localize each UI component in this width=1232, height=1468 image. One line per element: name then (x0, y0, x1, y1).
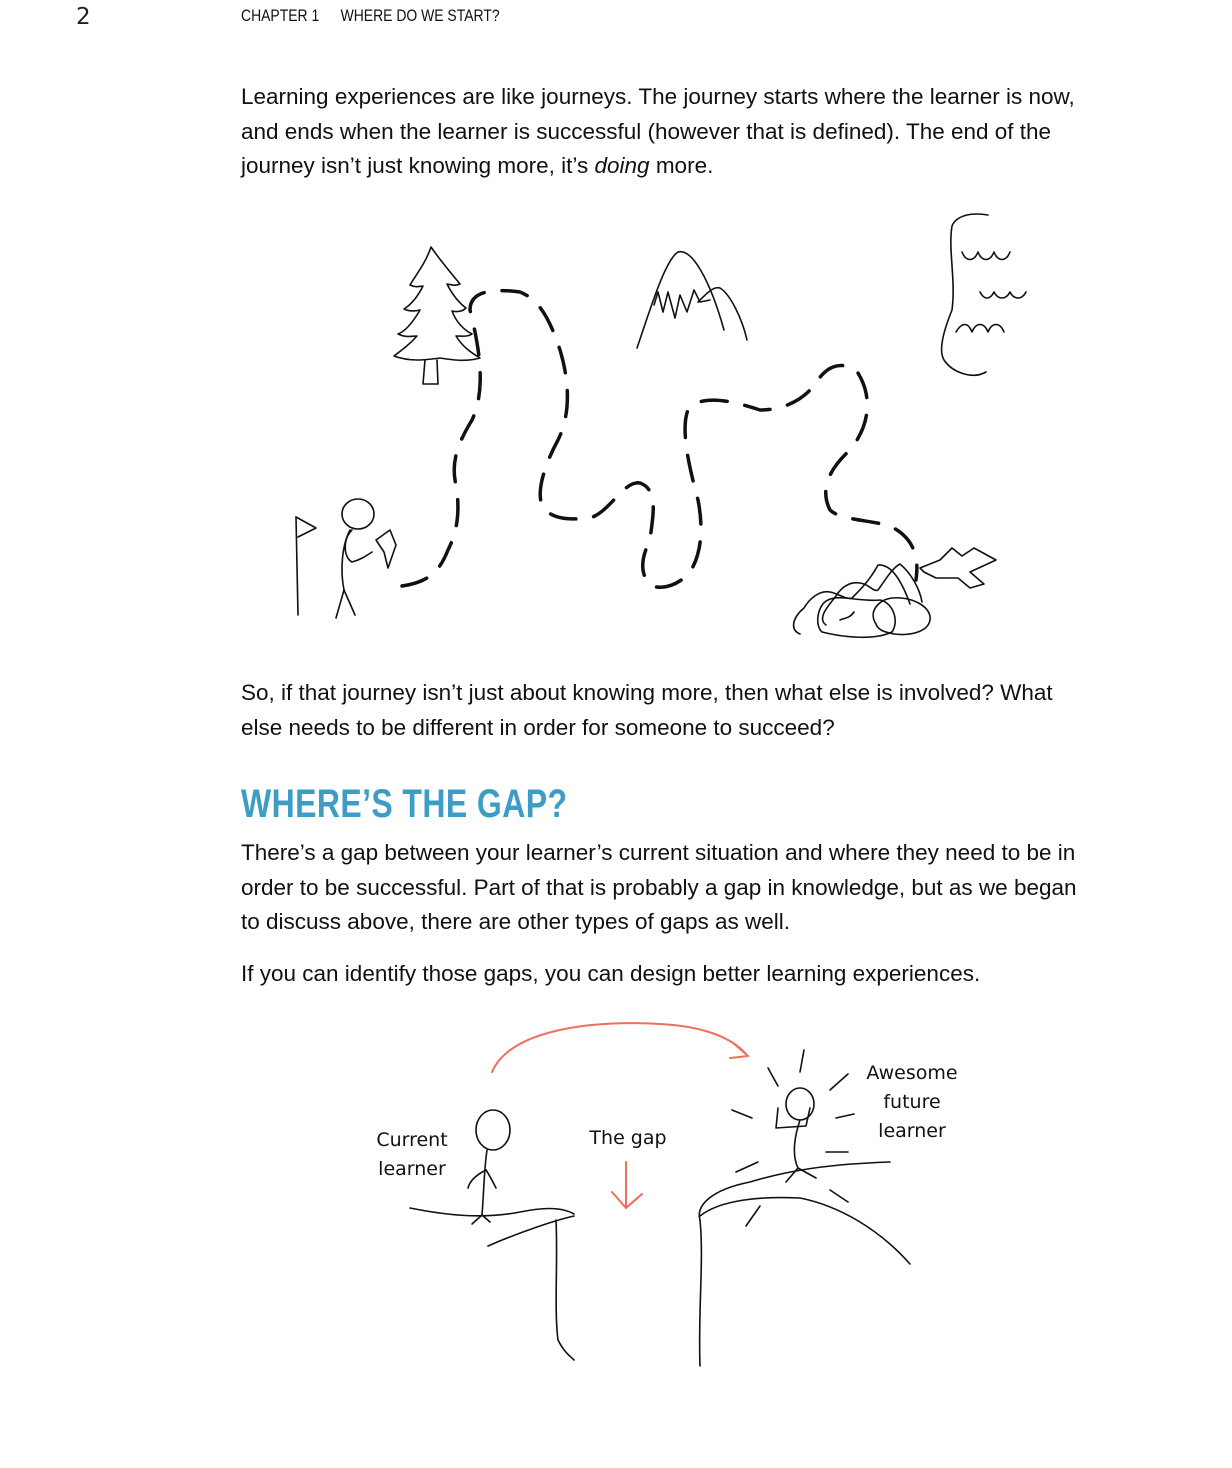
stick-figure-icon (336, 499, 396, 618)
label-line: future (883, 1091, 941, 1113)
intro-text-end: more. (649, 153, 714, 178)
chapter-label: CHAPTER 1 (241, 6, 320, 25)
leap-arrow-icon (492, 1023, 748, 1072)
running-header (241, 6, 521, 26)
gap-diagram-illustration (360, 1010, 980, 1390)
right-cliff-icon (699, 1162, 910, 1366)
x-marks-spot-icon (920, 548, 996, 588)
flag-icon (296, 517, 316, 615)
question-text: So, if that journey isn’t just about knowing more, then what else is involved? What else needs to be different in order for someone to succeed? (241, 680, 1053, 740)
label-line: learner (378, 1158, 446, 1180)
identify-gaps-paragraph (241, 957, 1091, 992)
label-line: Current (376, 1129, 448, 1151)
gap-arrow-icon (612, 1162, 642, 1208)
identify-gaps-text: If you can identify those gaps, you can design better learning experiences. (241, 961, 981, 986)
intro-paragraph (241, 80, 1091, 184)
future-learner-label (856, 1059, 968, 1146)
pine-tree-icon (394, 247, 480, 384)
intro-emphasis: doing (594, 153, 650, 178)
the-gap-label: The gap (589, 1127, 667, 1149)
gap-explanation-text: There’s a gap between your learner’s current situation and where they need to be in order to be successful. Part of that is probably a gap in knowledge, but as we began to discuss above, there are other types of gaps as well. (241, 840, 1077, 934)
left-cliff-icon (410, 1208, 574, 1360)
dashed-path (402, 291, 917, 588)
rocks-icon (794, 564, 931, 637)
page-number: 2 (76, 4, 91, 30)
chapter-title: WHERE DO WE START? (340, 6, 500, 25)
intro-text: Learning experiences are like journeys. The journey starts where the learner is now, and ends when the learner is successful (however that is defined). The end of the journey isn’t just knowing more, it’s (241, 84, 1075, 178)
section-heading: WHERE’S THE GAP? (241, 782, 568, 826)
journey-map-illustration (280, 200, 1060, 650)
mountain-icon (637, 252, 747, 348)
current-learner-figure-icon (468, 1110, 510, 1224)
gap-paragraph (241, 836, 1091, 940)
lake-icon (942, 214, 1026, 375)
question-paragraph (241, 676, 1091, 745)
label-line: Awesome (866, 1062, 958, 1084)
label-line: learner (878, 1120, 946, 1142)
current-learner-label (360, 1126, 464, 1184)
